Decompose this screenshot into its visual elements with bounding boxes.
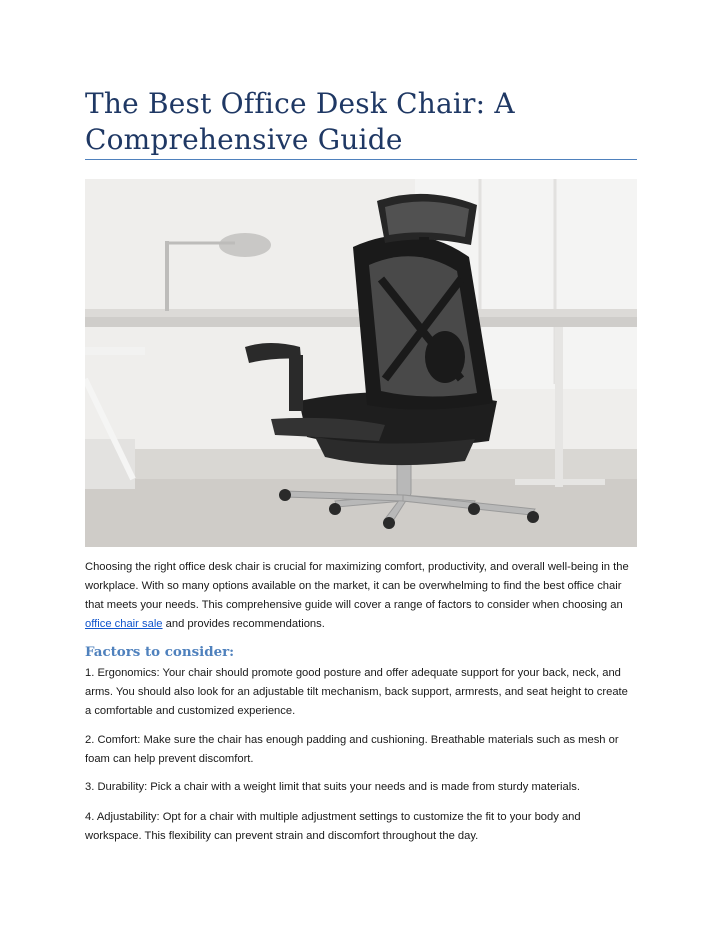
title-underline <box>85 159 637 160</box>
factor-adjustability: 4. Adjustability: Opt for a chair with multiple adjustment settings to customize the fit to your body and workspace. This flexibility can prevent strain and discomfort throughout the day. <box>85 811 581 842</box>
factor-durability: 3. Durability: Pick a chair with a weight limit that suits your needs and is made from sturdy materials. <box>85 781 580 793</box>
factors-heading: Factors to consider: <box>85 644 235 660</box>
intro-paragraph <box>85 558 637 634</box>
hero-image-office-chair <box>85 179 637 547</box>
factor-comfort: 2. Comfort: Make sure the chair has enough padding and cushioning. Breathable materials such as mesh or foam can help prevent discomfort. <box>85 734 619 765</box>
factor-ergonomics: 1. Ergonomics: Your chair should promote good posture and offer adequate support for your back, neck, and arms. You should also look for an adjustable tilt mechanism, back support, armrests, and seat height to create a comfortable and customized experience. <box>85 667 628 717</box>
intro-text-before-link: Choosing the right office desk chair is crucial for maximizing comfort, productivity, and overall well-being in the workplace. With so many options available on the market, it can be overwhelming to find the best office chair that meets your needs. This comprehensive guide will cover a range of factors to consider when choosing an <box>85 561 629 611</box>
office-chair-sale-link[interactable]: office chair sale <box>85 618 163 630</box>
page-title: The Best Office Desk Chair: A Comprehensive Guide <box>85 87 515 156</box>
intro-text-after-link: and provides recommendations. <box>162 618 325 630</box>
